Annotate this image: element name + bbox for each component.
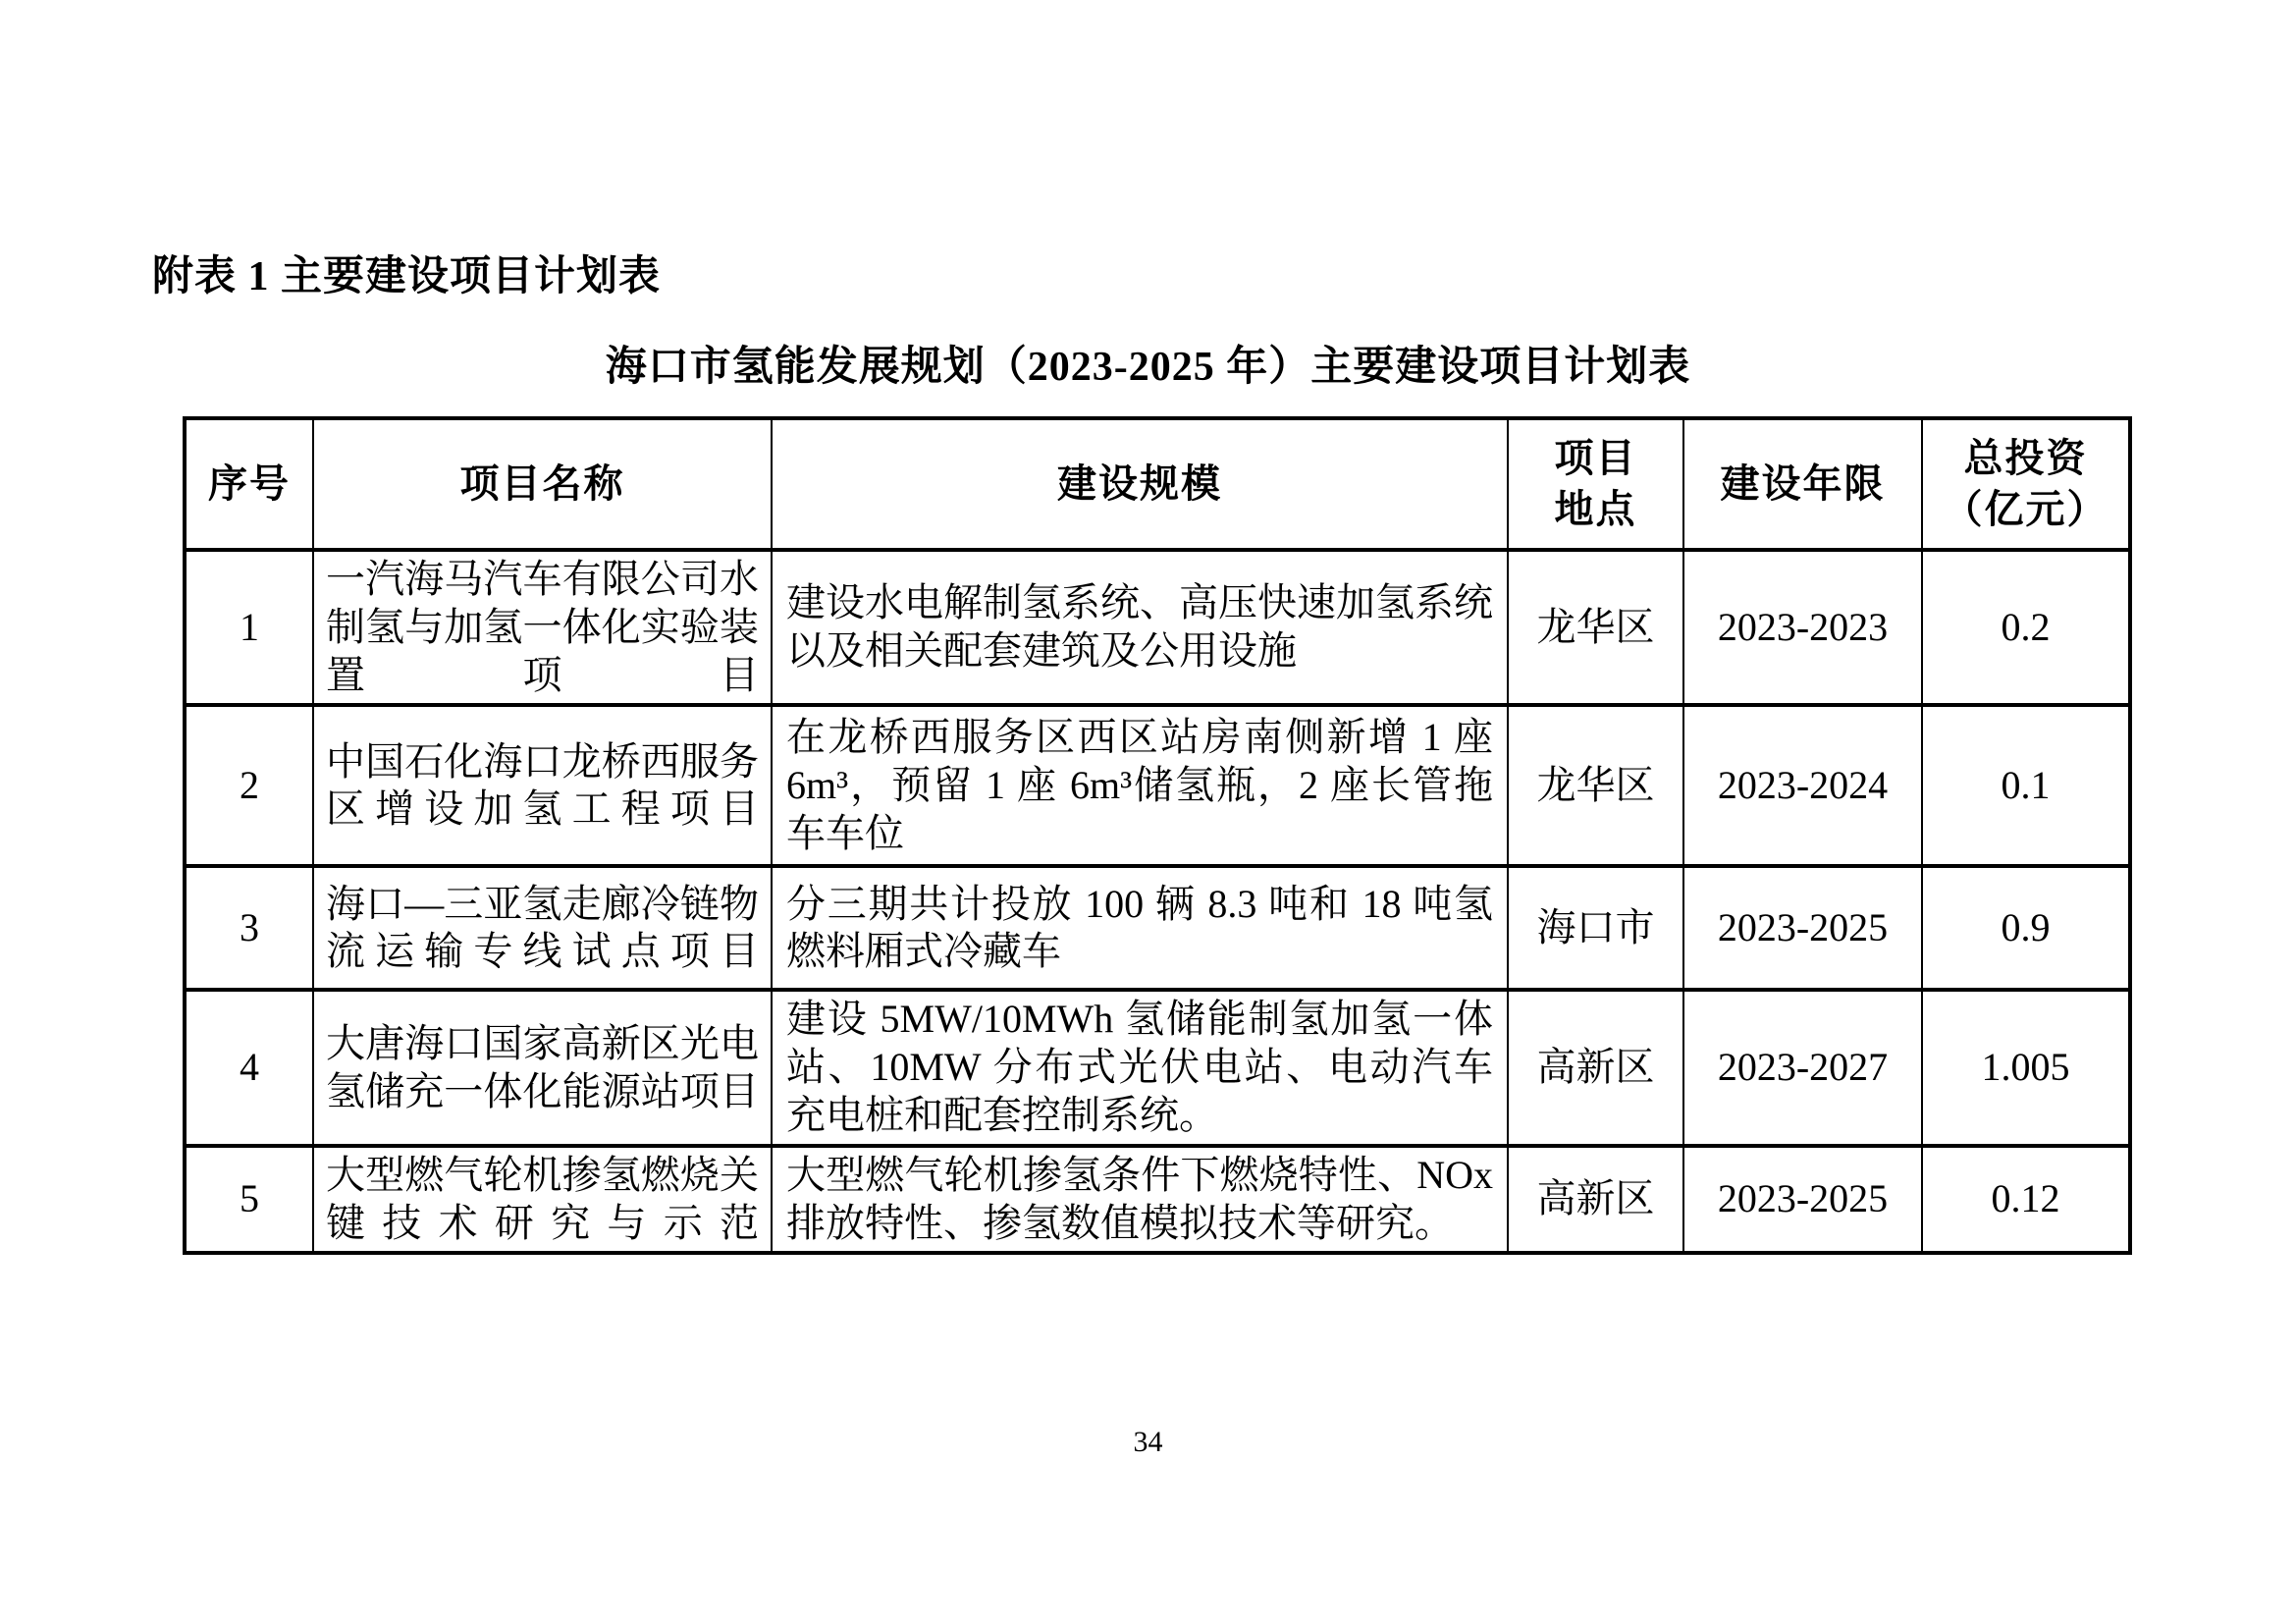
table-header-row [185, 418, 2130, 550]
cell-project-name: 大型燃气轮机掺氢燃烧关键技术研究与示范 [313, 1146, 772, 1254]
table-row [185, 705, 2130, 866]
cell-years: 2023-2024 [1683, 705, 1922, 866]
header-cell-investment [1922, 418, 2130, 550]
table-title: 海口市氢能发展规划（2023-2025 年）主要建设项目计划表 [605, 345, 1691, 390]
table-row [185, 1146, 2130, 1254]
cell-investment: 1.005 [1922, 990, 2130, 1145]
table-row [185, 866, 2130, 990]
cell-no: 2 [185, 705, 313, 866]
header-cell-no [185, 418, 313, 550]
header-cell-years [1683, 418, 1922, 550]
project-table [183, 416, 2132, 1255]
cell-project-name: 海口—三亚氢走廊冷链物流运输专线试点项目 [313, 866, 772, 990]
header-line: 建设年限 [1720, 461, 1886, 506]
header-line: 建设规模 [1057, 461, 1222, 506]
cell-project-name: 大唐海口国家高新区光电氢储充一体化能源站项目 [313, 990, 772, 1145]
cell-location: 高新区 [1508, 1146, 1683, 1254]
page-heading: 附表 1 主要建设项目计划表 [152, 254, 662, 299]
header-line: （亿元） [1943, 487, 2109, 531]
header-cell-project-name [313, 418, 772, 550]
cell-project-name: 一汽海马汽车有限公司水制氢与加氢一体化实验装置项目 [313, 550, 772, 705]
cell-scale: 在龙桥西服务区西区站房南侧新增 1 座 6m³，预留 1 座 6m³储氢瓶，2 座长管拖车车位 [772, 705, 1508, 866]
header-cell-location [1508, 418, 1683, 550]
cell-location: 高新区 [1508, 990, 1683, 1145]
cell-no: 5 [185, 1146, 313, 1254]
cell-years: 2023-2023 [1683, 550, 1922, 705]
cell-location: 海口市 [1508, 866, 1683, 990]
cell-scale: 建设 5MW/10MWh 氢储能制氢加氢一体站、10MW 分布式光伏电站、电动汽车充电桩和配套控制系统。 [772, 990, 1508, 1145]
cell-scale: 大型燃气轮机掺氢条件下燃烧特性、NOx排放特性、掺氢数值模拟技术等研究。 [772, 1146, 1508, 1254]
header-line: 项目 [1554, 436, 1637, 480]
cell-investment: 0.12 [1922, 1146, 2130, 1254]
header-line: 总投资 [1963, 436, 2088, 480]
cell-no: 4 [185, 990, 313, 1145]
cell-scale: 分三期共计投放 100 辆 8.3 吨和 18 吨氢燃料厢式冷藏车 [772, 866, 1508, 990]
cell-years: 2023-2025 [1683, 866, 1922, 990]
cell-no: 3 [185, 866, 313, 990]
cell-years: 2023-2027 [1683, 990, 1922, 1145]
header-cell-scale [772, 418, 1508, 550]
cell-no: 1 [185, 550, 313, 705]
cell-location: 龙华区 [1508, 705, 1683, 866]
page-number: 34 [1133, 1426, 1163, 1458]
cell-project-name: 中国石化海口龙桥西服务区增设加氢工程项目 [313, 705, 772, 866]
header-line: 项目名称 [459, 461, 625, 506]
header-line: 序号 [208, 461, 291, 506]
table-row [185, 990, 2130, 1145]
header-line: 地点 [1554, 487, 1637, 531]
cell-investment: 0.1 [1922, 705, 2130, 866]
cell-scale: 建设水电解制氢系统、高压快速加氢系统以及相关配套建筑及公用设施 [772, 550, 1508, 705]
cell-investment: 0.2 [1922, 550, 2130, 705]
cell-investment: 0.9 [1922, 866, 2130, 990]
cell-years: 2023-2025 [1683, 1146, 1922, 1254]
table-row [185, 550, 2130, 705]
cell-location: 龙华区 [1508, 550, 1683, 705]
